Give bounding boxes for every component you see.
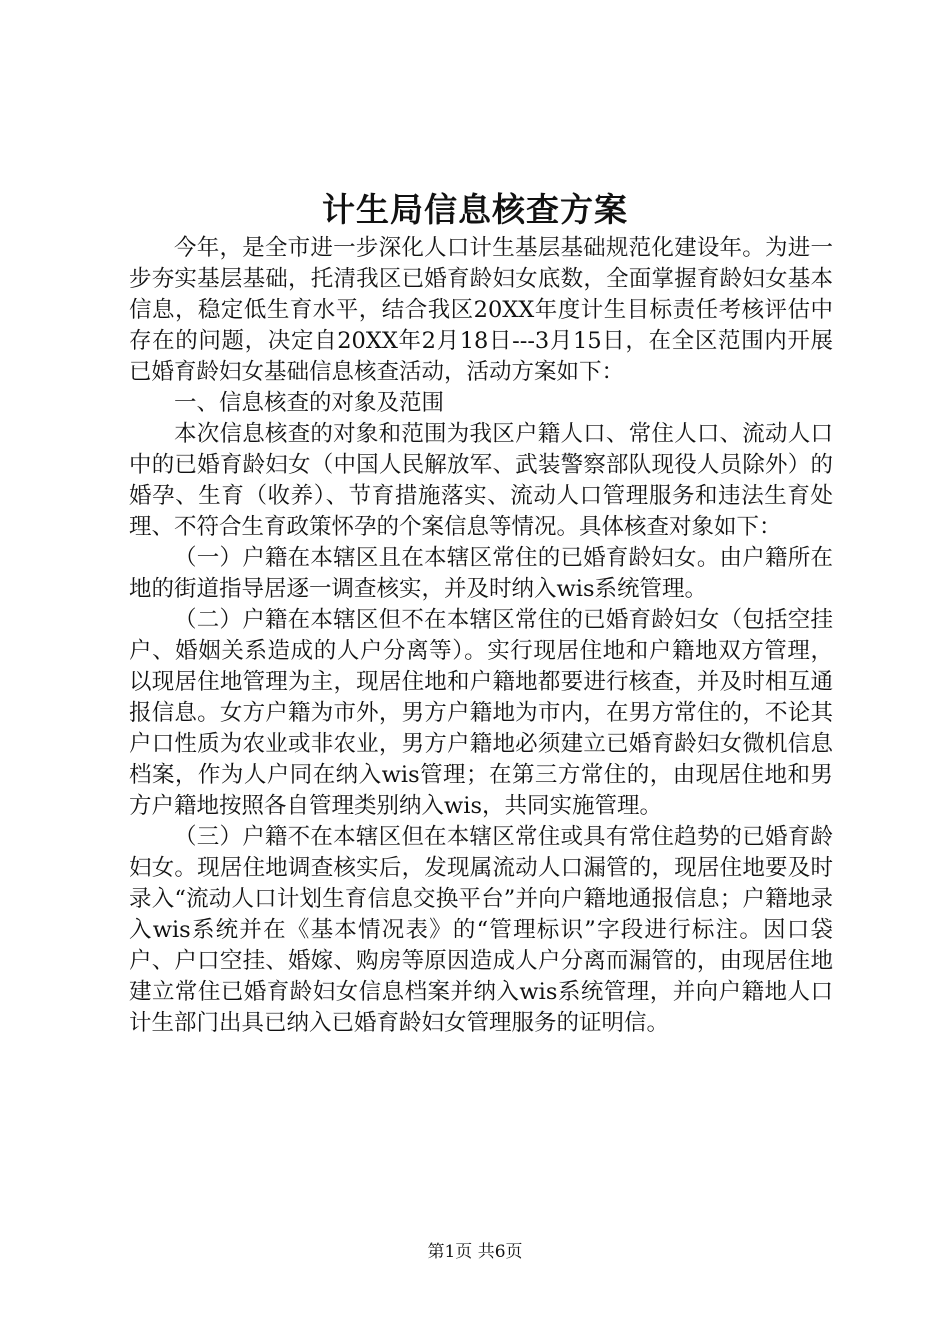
paragraph-item-3: （三）户籍不在本辖区但在本辖区常住或具有常住趋势的已婚育龄妇女。现居住地调查核实后，发现属流动人口漏管的，现居住地要及时录入“流动人口计划生育信息交换平台”并向户籍地通报信息；户籍地录入wis系统并在《基本情况表》的“管理标识”字段进行标注。因口袋户、户口空挂、婚嫁、购房等原因造成人户分离而漏管的，由现居住地建立常住已婚育龄妇女信息档案并纳入wis系统管理，并向户籍地人口计生部门出具已纳入已婚育龄妇女管理服务的证明信。 xyxy=(129,824,833,1036)
paragraph-scope: 本次信息核查的对象和范围为我区户籍人口、常住人口、流动人口中的已婚育龄妇女（中国人民解放军、武装警察部队现役人员除外）的婚孕、生育（收养）、节育措施落实、流动人口管理服务和违法生育处理、不符合生育政策怀孕的个案信息等情况。具体核查对象如下： xyxy=(129,421,833,540)
document-body xyxy=(129,233,833,1039)
paragraph-intro: 今年，是全市进一步深化人口计生基层基础规范化建设年。为进一步夯实基层基础，托清我区已婚育龄妇女底数，全面掌握育龄妇女基本信息，稳定低生育水平，结合我区20XX年度计生目标责任考核评估中存在的问题，决定自20XX年2月18日---3月15日，在全区范围内开展已婚育龄妇女基础信息核查活动，活动方案如下： xyxy=(129,235,833,385)
paragraph-item-1: （一）户籍在本辖区且在本辖区常住的已婚育龄妇女。由户籍所在地的街道指导居逐一调查核实，并及时纳入wis系统管理。 xyxy=(129,545,833,602)
document-title: 计生局信息核查方案 xyxy=(322,190,628,229)
section-heading-1: 一、信息核查的对象及范围 xyxy=(174,390,445,416)
page-footer: 第1页 共6页 xyxy=(427,1242,523,1262)
paragraph-item-2: （二）户籍在本辖区但不在本辖区常住的已婚育龄妇女（包括空挂户、婚姻关系造成的人户分离等）。实行现居住地和户籍地双方管理，以现居住地管理为主，现居住地和户籍地都要进行核查，并及时相互通报信息。女方户籍为市外，男方户籍地为市内，在男方常住的，不论其户口性质为农业或非农业，男方户籍地必须建立已婚育龄妇女微机信息档案，作为人户同在纳入wis管理；在第三方常住的，由现居住地和男方户籍地按照各自管理类别纳入wis，共同实施管理。 xyxy=(129,607,833,819)
